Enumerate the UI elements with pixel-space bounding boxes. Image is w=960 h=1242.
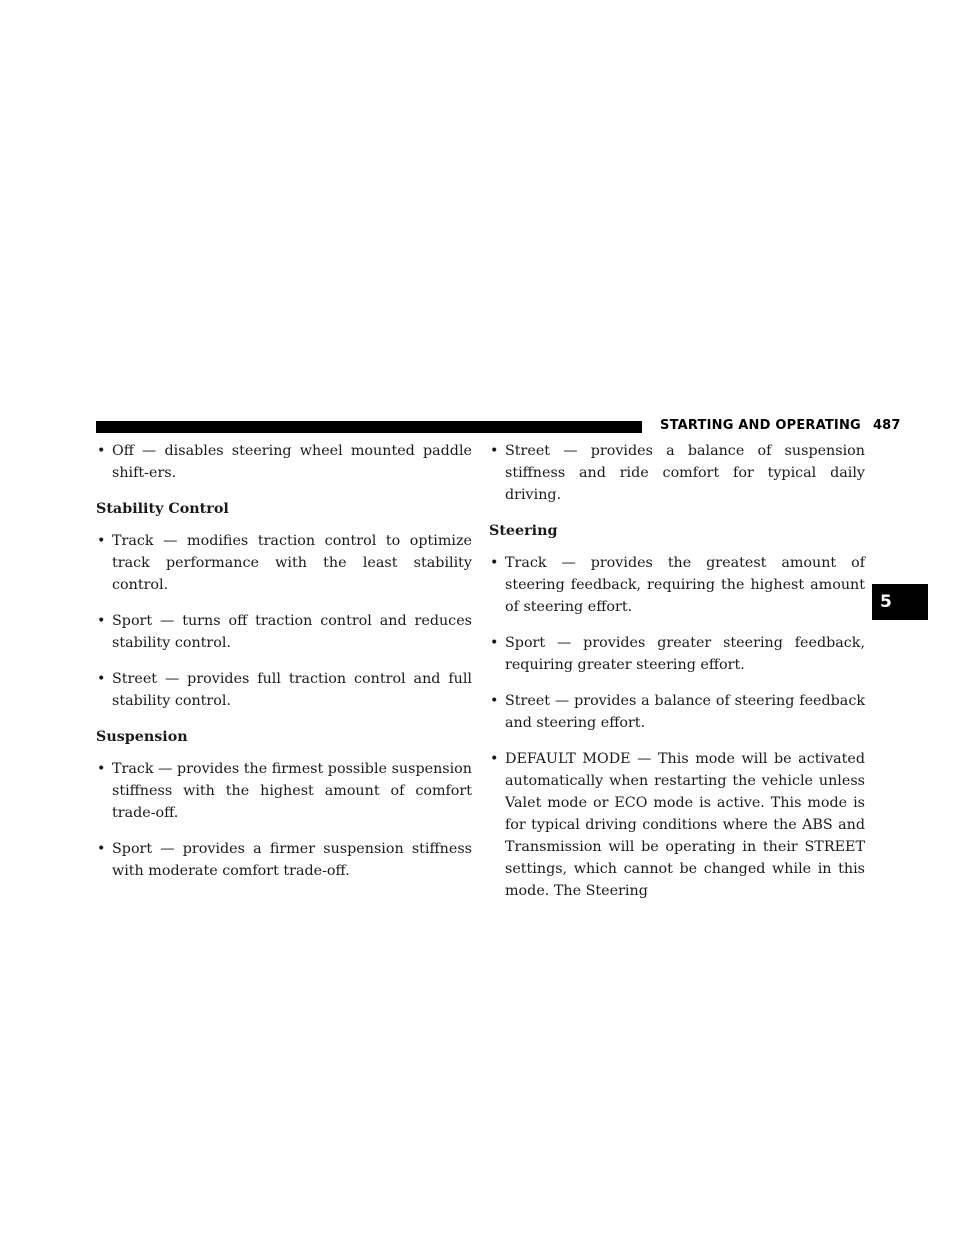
- section-title: STARTING AND OPERATING: [660, 418, 861, 433]
- left-column: [96, 440, 472, 896]
- bullet-stability-sport: • Sport — turns off traction control and reduces stability control.: [96, 610, 472, 654]
- bullet-default-mode: • DEFAULT MODE — This mode will be activated automatically when restarting the vehicle unless Valet mode or ECO mode is active. This mode is for typical driving conditions where the ABS and Transmission will be operating in their STREET settings, which cannot be changed while in this mode. The Steering: [489, 748, 865, 902]
- bullet-paddle-shifters-off: • Off — disables steering wheel mounted paddle shift-ers.: [96, 440, 472, 484]
- bullet-steering-track: • Track — provides the greatest amount of steering feedback, requiring the highest amount of steering effort.: [489, 552, 865, 618]
- header-rule: [96, 421, 642, 433]
- bullet-steering-sport: • Sport — provides greater steering feedback, requiring greater steering effort.: [489, 632, 865, 676]
- heading-steering: Steering: [489, 523, 558, 539]
- heading-stability-control: Stability Control: [96, 501, 229, 517]
- bullet-suspension-track: • Track — provides the firmest possible suspension stiffness with the highest amount of comfort trade-off.: [96, 758, 472, 824]
- chapter-tab: 5: [872, 584, 928, 620]
- bullet-steering-street: • Street — provides a balance of steering feedback and steering effort.: [489, 690, 865, 734]
- bullet-suspension-street: • Street — provides a balance of suspension stiffness and ride comfort for typical daily driving.: [489, 440, 865, 506]
- right-column: [489, 440, 865, 916]
- heading-suspension: Suspension: [96, 729, 188, 745]
- running-header: [660, 418, 901, 433]
- page-number: 487: [872, 418, 901, 433]
- bullet-stability-track: • Track — modifies traction control to optimize track performance with the least stability control.: [96, 530, 472, 596]
- bullet-stability-street: • Street — provides full traction control and full stability control.: [96, 668, 472, 712]
- bullet-suspension-sport: • Sport — provides a firmer suspension stiffness with moderate comfort trade-off.: [96, 838, 472, 882]
